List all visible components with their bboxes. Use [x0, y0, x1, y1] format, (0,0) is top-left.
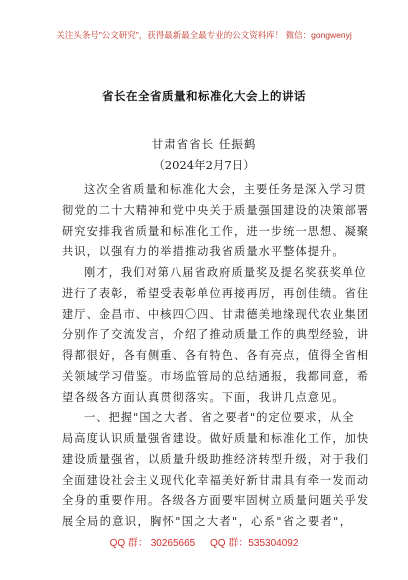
paragraph-line: 得都很好，各有侧重、各有特色、各有亮点，值得全省相: [62, 349, 370, 362]
paragraph-line: 进行了表彰，希望受表彰单位再接再厉，再创佳绩。省住: [62, 286, 370, 300]
speaker-byline: 甘肃省省长 任振鹤: [151, 137, 257, 151]
paragraph-line: 共识，以强有力的举措推动我省质量水平整体提升。: [62, 245, 345, 259]
paragraph-line: 刚才，我们对第八届省政府质量奖及提名奖获奖单位: [84, 266, 367, 279]
document-title: 省长在全省质量和标准化大会上的讲话: [102, 89, 306, 103]
qq-group-2: QQ 群：535304092: [210, 538, 299, 549]
speech-body: [62, 180, 370, 533]
paragraph-line: 分别作了交流发言，介绍了推动质量工作的典型经验，讲: [62, 328, 370, 342]
paragraph-line: 展全局的意识，胸怀"国之大者"，心系"省之要者"，: [62, 515, 352, 528]
paragraph-line: 局高度认识质量强省建设。做好质量和标准化工作，加快: [62, 432, 370, 445]
paragraph-line: 望各级各方面认真贯彻落实。下面，我讲几点意见。: [62, 390, 345, 404]
paragraph-line: 全身的重要作用。各级各方面要牢固树立质量问题关乎发: [62, 494, 370, 508]
paragraph-line: 这次全省质量和标准化大会，主要任务是深入学习贯: [84, 183, 367, 196]
paragraph-line: 一、把握"国之大者、省之要者"的定位要求，从全: [84, 411, 355, 425]
footer-contact: [0, 534, 408, 549]
paragraph-line: 建厅、金昌市、中核四〇四、甘肃德美地缘现代农业集团: [62, 307, 370, 321]
qq-group-1: QQ 群： 30265665: [109, 538, 196, 549]
paragraph-line: 建设质量强省，以质量升级助推经济转型升级，对于我们: [62, 452, 370, 466]
paragraph-line: 彻党的二十大精神和党中央关于质量强国建设的决策部署: [62, 203, 370, 217]
paragraph-line: 关领域学习借鉴。市场监管局的总结通报，我都同意，希: [62, 369, 370, 383]
paragraph-line: 研究安排我省质量和标准化工作，进一步统一思想、凝聚: [62, 224, 370, 238]
header-promo-note: 关注头条号"公文研究"，获得最新最全最专业的公文资料库！ 微信：gongwenyj: [56, 30, 352, 40]
paragraph-line: 全面建设社会主义现代化幸福美好新甘肃具有牵一发而动: [62, 473, 370, 487]
speech-date: （2024年2月7日）: [153, 158, 255, 172]
